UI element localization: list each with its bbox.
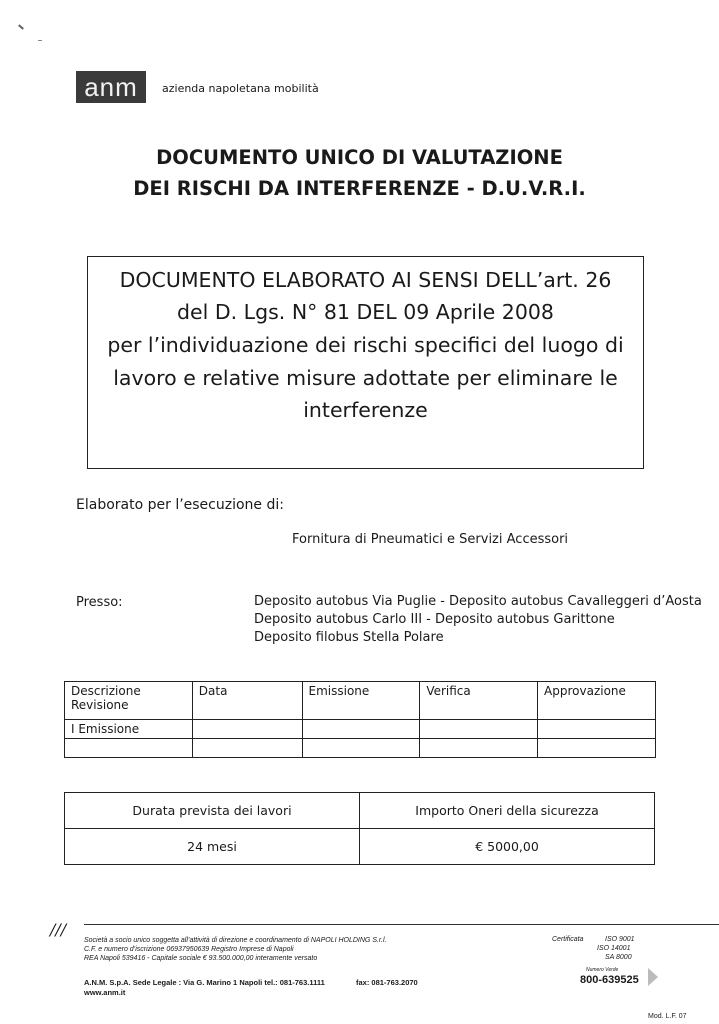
- table-row: [65, 720, 656, 739]
- cert-label: Certificata: [552, 936, 584, 943]
- cert-sa-8000: SA 8000: [605, 954, 632, 961]
- table-cell: [65, 739, 193, 758]
- execution-label: Elaborato per l’esecuzione di:: [76, 497, 284, 513]
- revision-header-row: [65, 682, 656, 720]
- header-cell: Emissione: [302, 682, 420, 720]
- header-cell: Verifica: [420, 682, 538, 720]
- header-cell: Descrizione Revisione: [65, 682, 193, 720]
- statement-line-5: interferenze: [303, 398, 428, 422]
- slash-marks-icon: ///: [50, 920, 67, 939]
- location-line-3: Deposito filobus Stella Polare: [254, 630, 444, 645]
- cert-iso-14001: ISO 14001: [597, 945, 631, 952]
- statement-line-1: DOCUMENTO ELABORATO AI SENSI DELL’art. 26: [119, 268, 612, 292]
- location-line-1: Deposito autobus Via Puglie - Deposito autobus Cavalleggeri d’Aosta: [254, 594, 702, 609]
- table-cell: [420, 720, 538, 739]
- footer-legal-1: Società a socio unico soggetta all’attività di direzione e coordinamento di NAPOLI HOLDING S.r.l.: [84, 937, 387, 944]
- cost-value-row: [65, 829, 655, 865]
- green-number-label: Numero Verde: [586, 967, 619, 973]
- footer-fax: fax: 081-763.2070: [356, 978, 418, 987]
- cost-value: € 5000,00: [360, 829, 655, 865]
- company-name: azienda napoletana mobilità: [162, 82, 319, 95]
- document-title-line-2: DEI RISCHI DA INTERFERENZE - D.U.V.R.I.: [133, 177, 586, 200]
- table-cell: [538, 720, 656, 739]
- footer-divider: [84, 924, 719, 925]
- location-label: Presso:: [76, 595, 123, 610]
- table-cell: [538, 739, 656, 758]
- table-cell: [420, 739, 538, 758]
- chevron-right-icon: [648, 968, 658, 986]
- scan-mark: [18, 24, 24, 29]
- form-code: Mod. L.F. 07: [648, 1013, 687, 1020]
- table-cell: [192, 720, 302, 739]
- execution-value: Fornitura di Pneumatici e Servizi Accessori: [292, 532, 569, 547]
- duration-value: 24 mesi: [65, 829, 360, 865]
- table-cell: [302, 720, 420, 739]
- header-cell: Approvazione: [538, 682, 656, 720]
- green-number: 800-639525: [580, 974, 639, 986]
- footer-legal-2: C.F. e numero d’iscrizione 06937950639 Registro Imprese di Napoli: [84, 946, 294, 953]
- footer-website[interactable]: www.anm.it: [84, 988, 126, 997]
- statement-line-2: del D. Lgs. N° 81 DEL 09 Aprile 2008: [177, 300, 554, 324]
- cert-iso-9001: ISO 9001: [605, 936, 635, 943]
- scan-mark: [38, 40, 42, 41]
- footer-address: A.N.M. S.p.A. Sede Legale : Via G. Marino 1 Napoli tel.: 081-763.1111: [84, 978, 325, 987]
- duration-label: Durata prevista dei lavori: [65, 793, 360, 829]
- location-line-2: Deposito autobus Carlo III - Deposito autobus Garittone: [254, 612, 615, 627]
- footer-legal-3: REA Napoli 539416 - Capitale sociale € 93.500.000,00 interamente versato: [84, 955, 318, 962]
- revision-table: [64, 681, 656, 758]
- statement-line-4: lavoro e relative misure adottate per eliminare le: [113, 366, 618, 390]
- table-row: [65, 739, 656, 758]
- table-cell: [192, 739, 302, 758]
- cost-table: [64, 792, 655, 865]
- company-logo: anm: [76, 71, 146, 103]
- statement-line-3: per l’individuazione dei rischi specifici del luogo di: [107, 333, 624, 357]
- header-cell: Data: [192, 682, 302, 720]
- table-cell: [302, 739, 420, 758]
- document-title-line-1: DOCUMENTO UNICO DI VALUTAZIONE: [156, 146, 563, 169]
- cost-header-row: [65, 793, 655, 829]
- cost-label: Importo Oneri della sicurezza: [360, 793, 655, 829]
- table-cell: I Emissione: [65, 720, 193, 739]
